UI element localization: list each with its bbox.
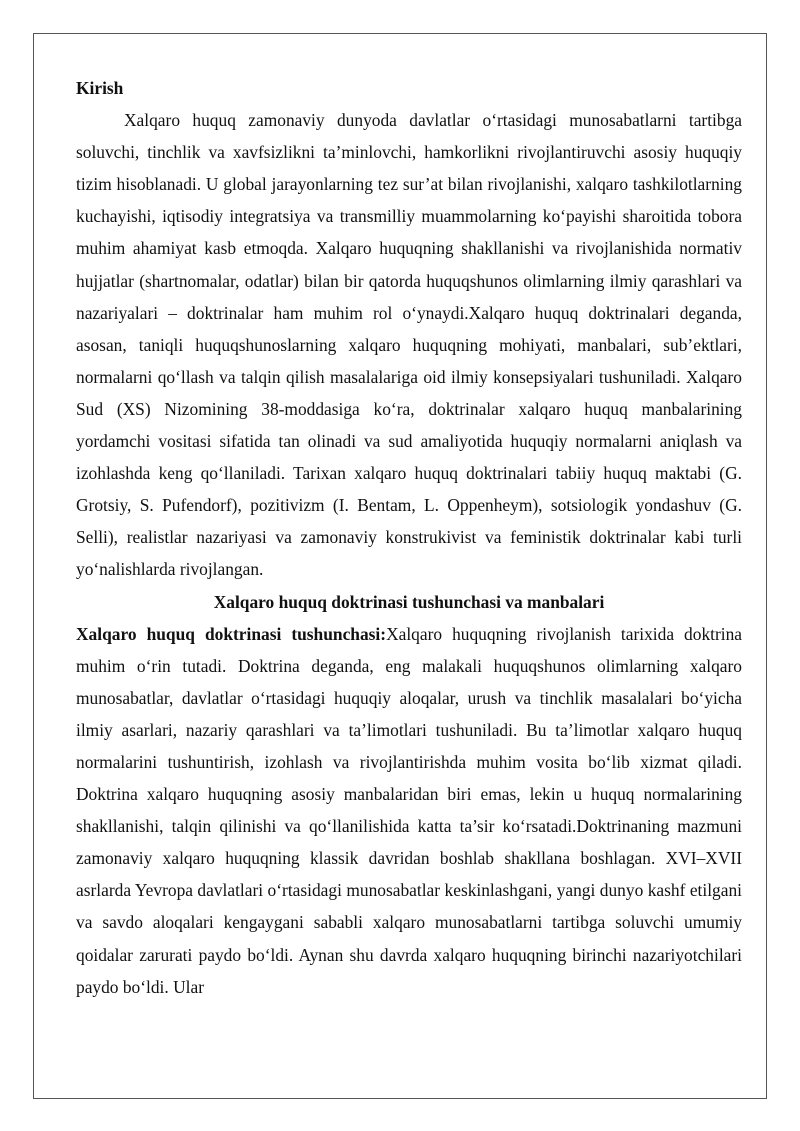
intro-heading: Kirish [76,78,124,98]
section-lead-term: Xalqaro huquq doktrinasi tushunchasi: [76,623,387,644]
document-body [76,72,742,1003]
section-title: Xalqaro huquq doktrinasi tushunchasi va manbalari [213,591,605,612]
section-paragraph-text: Xalqaro huquqning rivojlanish tarixida doktrina muhim o‘rin tutadi. Doktrina deganda, eng malakali huquqshunos olimlarning xalqaro munosabatlar, davlatlar o‘rtasidagi huquqiy aloqalar, urush va tinchlik masalalari bo‘yicha ilmiy asarlari, nazariy qarashlari va ta’limotlari tushuniladi. Bu ta’limotlar xalqaro huquq normalarini tushuntirish, izohlash va rivojlantirishda muhim vosita bo‘lib xizmat qiladi. Doktrina xalqaro huquqning asosiy manbalaridan biri emas, lekin u huquq normalarining shakllanishi, talqin qilinishi va qo‘llanilishida katta ta’sir ko‘rsatadi.Doktrinaning mazmuni zamonaviy xalqaro huquqning klassik davridan boshlab shakllana boshlagan. XVI–XVII asrlarda Yevropa davlatlari o‘rtasidagi munosabatlar keskinlashgani, yangi dunyo kashf etilgani va savdo aloqalari kengaygani sababli xalqaro munosabatlarni tartibga soluvchi umumiy qoidalar zarurati paydo bo‘ldi. Aynan shu davrda xalqaro huquqning birinchi nazariyotchilari paydo bo‘ldi. Ular [76,623,743,997]
intro-paragraph: Xalqaro huquq zamonaviy dunyoda davlatlar o‘rtasidagi munosabatlarni tartibga soluvchi, tinchlik va xavfsizlikni ta’minlovchi, hamkorlikni rivojlantiruvchi asosiy huquqiy tizim hisoblanadi. U global jarayonlarning tez sur’at bilan rivojlanishi, xalqaro tashkilotlarning kuchayishi, iqtisodiy integratsiya va transmilliy muammolarning ko‘payishi sharoitida tobora muhim ahamiyat kasb etmoqda. Xalqaro huquqning shakllanishi va rivojlanishida normativ hujjatlar (shartnomalar, odatlar) bilan bir qatorda huquqshunos olimlarning ilmiy qarashlari va nazariyalari – doktrinalar ham muhim rol o‘ynaydi.Xalqaro huquq doktrinalari deganda, asosan, taniqli huquqshunoslarning xalqaro huquqning mohiyati, manbalari, sub’ektlari, normalarni qo‘llash va talqin qilish masalalariga oid ilmiy konsepsiyalari tushuniladi. Xalqaro Sud (XS) Nizomining 38-moddasiga ko‘ra, doktrinalar xalqaro huquq manbalarining yordamchi vositasi sifatida tan olinadi va sud amaliyotida huquqiy normalarni aniqlash va izohlashda keng qo‘llaniladi. Tarixan xalqaro huquq doktrinalari tabiiy huquq maktabi (G. Grotsiy, S. Pufendorf), pozitivizm (I. Bentam, L. Oppenheym), sotsiologik yondashuv (G. Selli), realistlar nazariyasi va zamonaviy konstrukivist va feministik doktrinalar kabi turli yo‘nalishlarda rivojlangan. [76,110,742,580]
section-paragraph [76,618,742,1003]
